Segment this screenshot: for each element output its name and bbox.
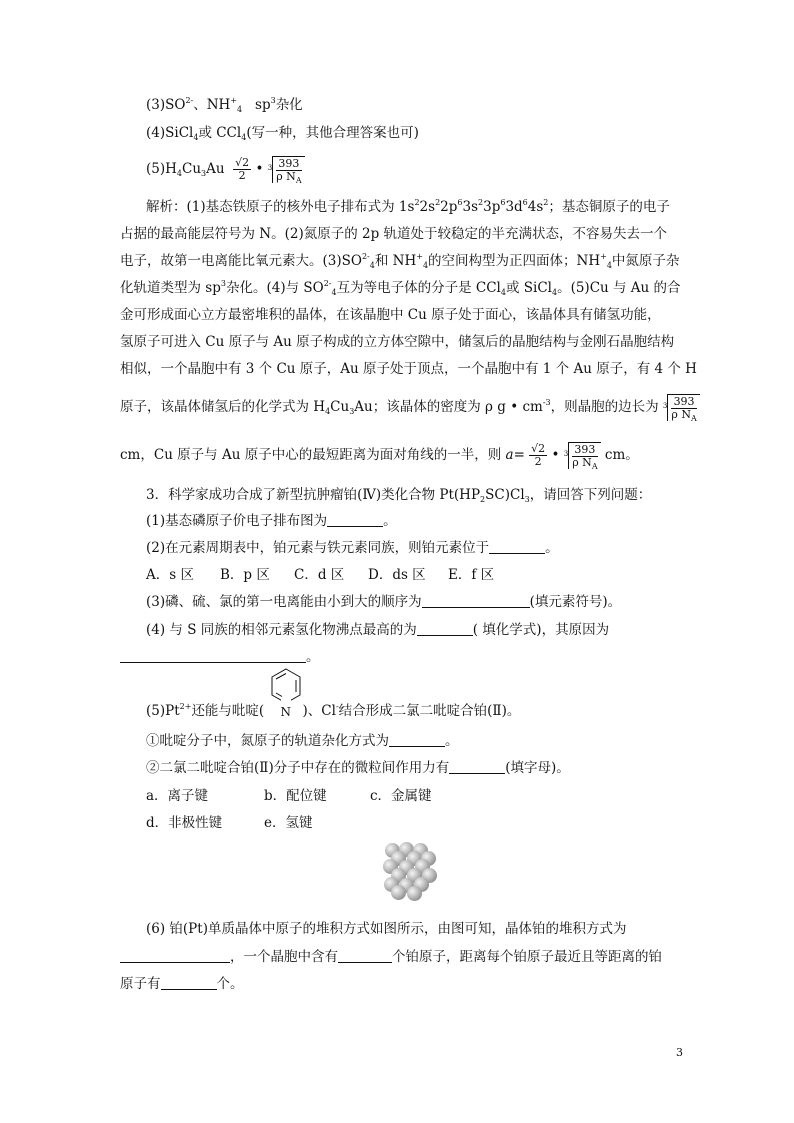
analysis-line-1: 解析：(1)基态铁原子的核外电子排布式为 $1s^22s^22p^63s^23p^63d^64s^2$；基态铜原子的电子: [146, 198, 670, 215]
platinum-crystal-structure-image: [383, 841, 439, 901]
analysis-line-3: 电子，故第一电离能比氧元素大。$(3)SO^{2-}_4$和 $NH^+_4$的空间构型为正四面体；$NH^+_4$中氮原子杂: [120, 252, 680, 270]
option-e[interactable]: E．f 区: [448, 567, 495, 583]
answer-blank[interactable]: [449, 759, 505, 774]
cube-root: $^3$ 393 ρ $N_A$: [663, 394, 700, 421]
analysis-line-4: 化轨道类型为 $sp^3$杂化。(4)与 $SO^{2-}_4$互为等电子体的分子是 CCl$_4$或 SiCl$_4$。(5)Cu 与 Au 的合: [120, 279, 681, 297]
answer-blank[interactable]: [161, 975, 217, 990]
pyridine-n-label: N: [280, 704, 292, 719]
answer-5: $(5)H_4Cu_3Au$ $\frac{√2}{2}$ • $^3$ 393 ρ $N_A$: [146, 150, 305, 188]
fraction: $\frac{√2}{2}$: [531, 442, 546, 468]
atom-sphere: [407, 886, 422, 901]
option-a[interactable]: A．s 区: [146, 567, 194, 583]
question-3-part-2: (2)在元素周期表中，铂元素与铁元素同族，则铂元素位于 。: [146, 540, 559, 556]
answer-4: (4)SiCl$_4$或 CCl$_4$(写一种，其他合理答案也可): [146, 125, 419, 142]
analysis-line-8: 原子，该晶体储氢后的化学式为 $H_4Cu_3Au$；该晶体的密度为 ρ g • $cm^{-3}$，则晶胞的边长为 $^3$ 393 ρ $N_A$: [120, 388, 700, 426]
question-3-stem: 3．科学家成功合成了新型抗肿瘤铂(Ⅳ)类化合物 $Pt(HP_2SC)Cl_3$，请回答下列问题：: [146, 487, 652, 504]
question-3-part-4-cont: 。: [120, 648, 320, 666]
question-3-part-5-2: ②二氯二吡啶合铂(Ⅱ)分子中存在的微粒间作用力有 (填字母)。: [146, 760, 570, 776]
fraction: $\frac{√2}{2}$: [235, 156, 250, 182]
answer-blank[interactable]: [389, 732, 445, 747]
option-b[interactable]: B．p 区: [220, 567, 270, 583]
answer-blank[interactable]: [327, 512, 383, 527]
atom-sphere: [391, 885, 406, 900]
analysis-line-2: 占据的最高能层符号为 N。(2)氮原子的 2p 轨道处于较稳定的半充满状态，不容易失去一个: [120, 226, 668, 242]
analysis-line-6: 氢原子可进入 Cu 原子与 Au 原子构成的立方体空隙中，储氢后的晶胞结构与金刚石晶胞结构: [120, 334, 675, 350]
answer-blank[interactable]: [417, 621, 473, 636]
option-c[interactable]: C．d 区: [294, 567, 345, 583]
option-d[interactable]: D．ds 区: [368, 567, 426, 583]
question-3-part-5: $(5)Pt^{2+}$还能与吡啶( N )、Cl-结合形成二氯二吡啶合铂(Ⅱ)。: [146, 702, 520, 721]
question-3-part-6: (6) 铂(Pt)单质晶体中原子的堆积方式如图所示，由图可知，晶体铂的堆积方式为: [146, 921, 627, 937]
option-d-nonpolar[interactable]: d．非极性键: [146, 815, 223, 831]
question-3-part-1: (1)基态磷原子价电子排布图为 。: [146, 513, 397, 529]
answer-3: $(3)SO^{2-}$、$NH^+_4$ $sp^3$杂化: [146, 96, 303, 114]
pyridine-structure: [269, 703, 303, 721]
page-number: 3: [676, 1046, 683, 1059]
option-b-coordinate[interactable]: b．配位键: [264, 788, 327, 804]
analysis-line-9: cm，Cu 原子与 Au 原子中心的最短距离为面对角线的一半，则 a= $\frac{√2}{2}$ • $^3$ 393 ρ $N_A$ cm。: [120, 442, 639, 471]
cube-root: $^3$ 393 ρ $N_A$: [564, 442, 601, 469]
option-e-hydrogen[interactable]: e．氢键: [264, 815, 313, 831]
answer-blank[interactable]: [120, 948, 230, 963]
question-3-part-3: (3)磷、硫、氯的第一电离能由小到大的顺序为 (填元素符号)。: [146, 594, 622, 610]
question-3-part-4: (4) 与 S 同族的相邻元素氢化物沸点最高的为 ( 填化学式)，其原因为: [146, 622, 610, 638]
option-a-ionic[interactable]: a．离子键: [146, 788, 209, 804]
question-3-part-5-1: ①吡啶分子中，氮原子的轨道杂化方式为 。: [146, 733, 459, 749]
analysis-line-7: 相似，一个晶胞中有 3 个 Cu 原子，Au 原子处于顶点，一个晶胞中有 1 个 Au 原子，有 4 个 H: [120, 361, 697, 377]
answer-blank[interactable]: [120, 648, 306, 663]
cube-root: $^3$ 393 ρ $N_A$: [268, 156, 305, 183]
question-3-part-6-end: 原子有 个。: [120, 976, 244, 992]
option-c-metallic[interactable]: c．金属键: [370, 788, 432, 804]
question-3-part-6-cont: ，一个晶胞中含有 个铂原子，距离每个铂原子最近且等距离的铂: [120, 948, 662, 966]
analysis-line-5: 金可形成面心立方最密堆积的晶体，在该晶胞中 Cu 原子处于面心，该晶体具有储氢功能，: [120, 307, 661, 323]
answer-blank[interactable]: [422, 593, 530, 608]
answer-blank[interactable]: [338, 948, 392, 963]
answer-blank[interactable]: [489, 539, 545, 554]
